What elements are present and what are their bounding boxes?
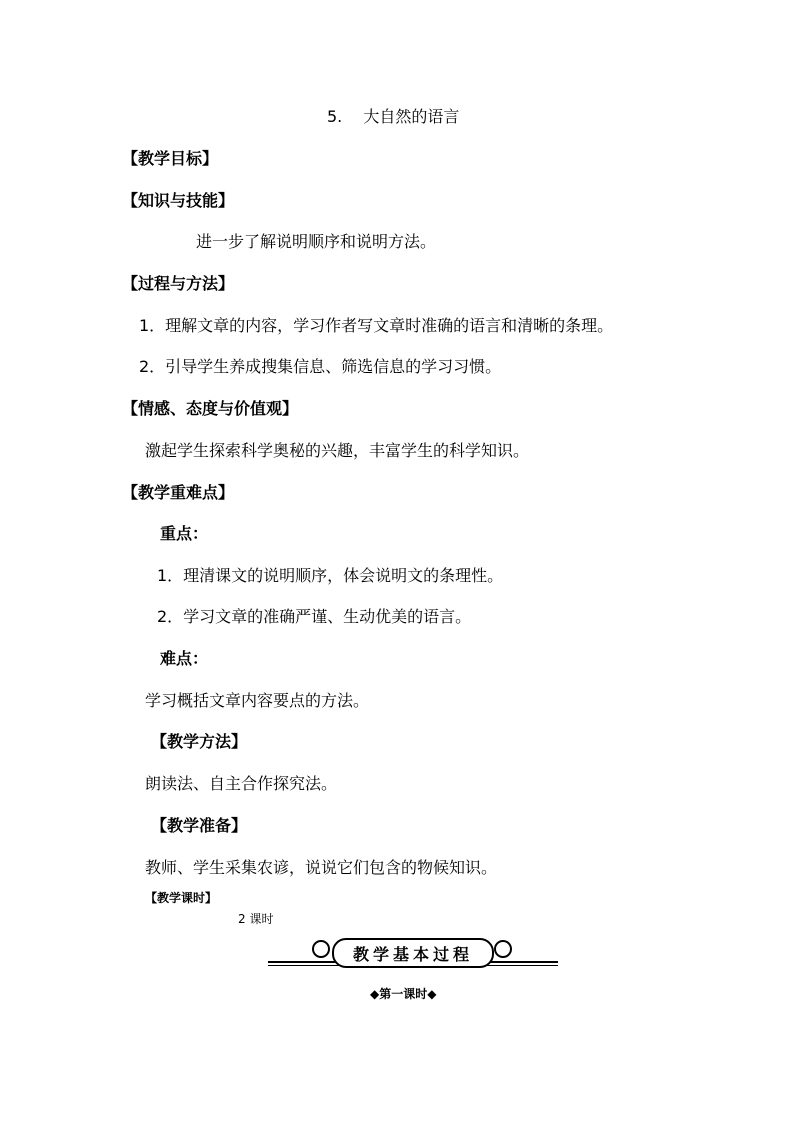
focus-item-2: 2．学习文章的准确严谨、生动优美的语言。 bbox=[157, 607, 472, 626]
banner-box bbox=[332, 938, 494, 968]
focus-label: 重点： bbox=[160, 524, 209, 543]
banner-subtitle: ◆第一课时◆ bbox=[370, 987, 437, 1001]
emotion-text: 激起学生探索科学奥秘的兴趣，丰富学生的科学知识。 bbox=[145, 441, 530, 460]
goals-heading: 【教学目标】 bbox=[122, 149, 219, 168]
keypoints-heading: 【教学重难点】 bbox=[122, 483, 235, 502]
page-title: 5. 大自然的语言 bbox=[327, 107, 460, 126]
method-heading: 【教学方法】 bbox=[151, 732, 248, 751]
knowledge-text: 进一步了解说明顺序和说明方法。 bbox=[196, 232, 437, 251]
hours-heading: 【教学课时】 bbox=[145, 891, 218, 905]
banner-ornament-right bbox=[494, 940, 512, 958]
knowledge-heading: 【知识与技能】 bbox=[122, 191, 235, 210]
difficulty-text: 学习概括文章内容要点的方法。 bbox=[145, 691, 370, 710]
method-text: 朗读法、自主合作探究法。 bbox=[145, 774, 338, 793]
emotion-heading: 【情感、态度与价值观】 bbox=[122, 399, 299, 418]
section-banner bbox=[268, 934, 558, 968]
hours-text: 2 课时 bbox=[238, 912, 274, 926]
process-heading: 【过程与方法】 bbox=[122, 274, 235, 293]
prep-heading: 【教学准备】 bbox=[151, 816, 248, 835]
banner-title: 教学基本过程 bbox=[352, 944, 473, 964]
banner-ornament-left bbox=[312, 940, 330, 958]
process-item-1: 1．理解文章的内容，学习作者写文章时准确的语言和清晰的条理。 bbox=[139, 316, 614, 335]
process-item-2: 2．引导学生养成搜集信息、筛选信息的学习习惯。 bbox=[139, 357, 502, 376]
focus-item-1: 1．理清课文的说明顺序，体会说明文的条理性。 bbox=[157, 566, 504, 585]
difficulty-label: 难点： bbox=[160, 649, 209, 668]
prep-text: 教师、学生采集农谚，说说它们包含的物候知识。 bbox=[145, 858, 498, 877]
